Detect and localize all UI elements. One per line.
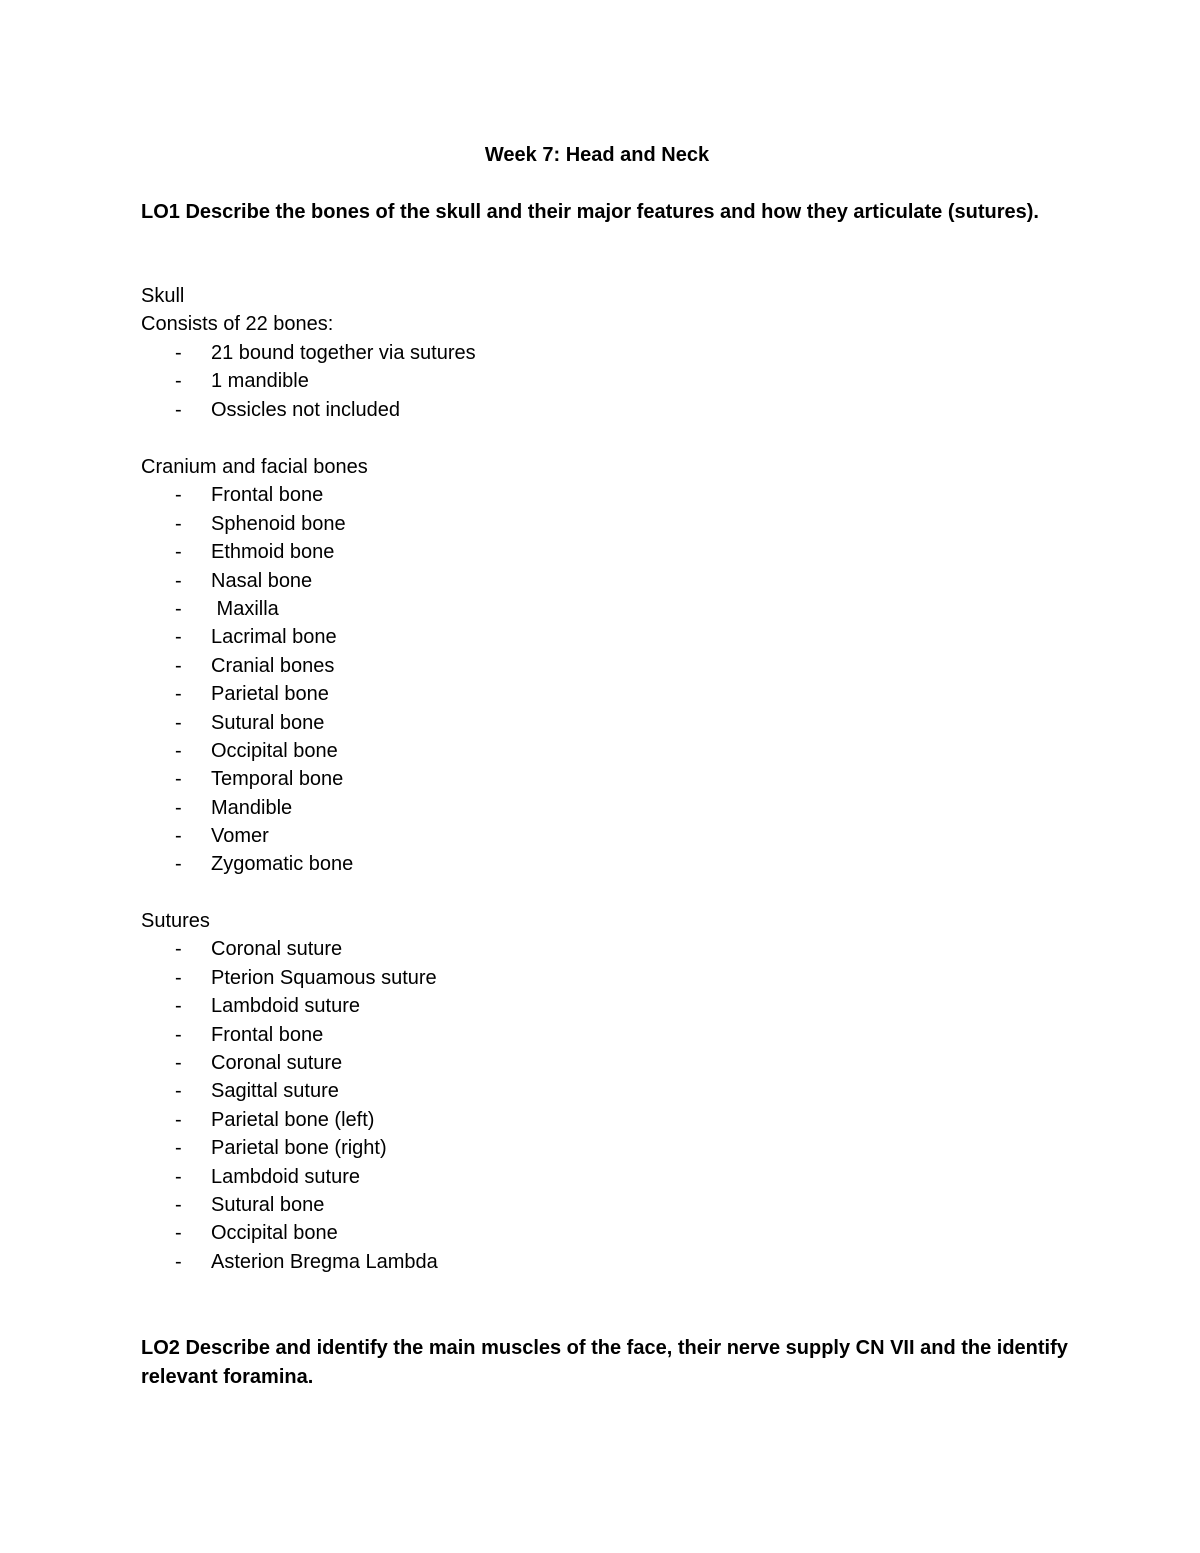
sutures-section: [141, 907, 1041, 1276]
list-item: [141, 1219, 1041, 1247]
list-item: [141, 652, 1041, 680]
list-item: [141, 510, 1041, 538]
list-item: [141, 1077, 1041, 1105]
dash-bullet: -: [175, 938, 182, 961]
cranium-heading: Cranium and facial bones: [141, 456, 368, 478]
cranium-list: [141, 481, 1041, 878]
list-item-text: Occipital bone: [211, 1222, 338, 1245]
list-item-text: Zygomatic bone: [211, 853, 354, 876]
list-item-text: Cranial bones: [211, 654, 335, 677]
dash-bullet: -: [175, 626, 182, 649]
list-item-text: Lambdoid suture: [211, 995, 360, 1018]
skull-list: [141, 339, 1041, 424]
learning-objective-2: LO2 Describe and identify the main muscles of the face, their nerve supply CN VII and the identify relevant foramina.: [141, 1337, 1068, 1388]
list-item: [141, 709, 1041, 737]
dash-bullet: -: [175, 597, 182, 620]
dash-bullet: -: [175, 1165, 182, 1188]
list-item: [141, 1248, 1041, 1276]
dash-bullet: -: [175, 1137, 182, 1160]
dash-bullet: -: [175, 484, 182, 507]
list-item-text: Lacrimal bone: [211, 626, 337, 649]
list-item-text: Ethmoid bone: [211, 541, 335, 564]
list-item-text: Coronal suture: [211, 1051, 343, 1074]
dash-bullet: -: [175, 1051, 182, 1074]
list-item: [141, 1021, 1041, 1049]
list-item-text: Sutural bone: [211, 1193, 325, 1216]
list-item: [141, 1163, 1041, 1191]
list-item: [141, 396, 1041, 424]
dash-bullet: -: [175, 1250, 182, 1273]
list-item-text: Pterion Squamous suture: [211, 966, 437, 989]
list-item: [141, 567, 1041, 595]
dash-bullet: -: [175, 825, 182, 848]
list-item-text: Temporal bone: [211, 768, 344, 791]
list-item-text: Lambdoid suture: [211, 1165, 360, 1188]
list-item: [141, 595, 1041, 623]
list-item-text: Parietal bone: [211, 683, 329, 706]
dash-bullet: -: [175, 739, 182, 762]
list-item: [141, 339, 1041, 367]
list-item-text: 21 bound together via sutures: [211, 341, 476, 364]
dash-bullet: -: [175, 512, 182, 535]
list-item: [141, 1049, 1041, 1077]
dash-bullet: -: [175, 1193, 182, 1216]
dash-bullet: -: [175, 1108, 182, 1131]
list-item-text: 1 mandible: [211, 370, 309, 393]
list-item-text: Vomer: [211, 825, 269, 848]
list-item: [141, 992, 1041, 1020]
list-item-text: Maxilla: [211, 597, 279, 620]
dash-bullet: -: [175, 654, 182, 677]
list-item: [141, 794, 1041, 822]
learning-objective-1: LO1 Describe the bones of the skull and their major features and how they articulate (sutures).: [141, 201, 1039, 223]
list-item-text: Occipital bone: [211, 739, 338, 762]
list-item: [141, 367, 1041, 395]
list-item-text: Ossicles not included: [211, 398, 400, 421]
list-item-text: Frontal bone: [211, 1023, 324, 1046]
dash-bullet: -: [175, 711, 182, 734]
dash-bullet: -: [175, 1080, 182, 1103]
list-item-text: Parietal bone (right): [211, 1137, 387, 1160]
list-item-text: Asterion Bregma Lambda: [211, 1250, 438, 1273]
dash-bullet: -: [175, 1023, 182, 1046]
list-item: [141, 765, 1041, 793]
list-item: [141, 737, 1041, 765]
list-item-text: Frontal bone: [211, 484, 324, 507]
list-item: [141, 1106, 1041, 1134]
list-item-text: Sagittal suture: [211, 1080, 339, 1103]
list-item-text: Nasal bone: [211, 569, 313, 592]
list-item: [141, 481, 1041, 509]
cranium-section: [141, 453, 1041, 879]
list-item-text: Mandible: [211, 796, 293, 819]
list-item: [141, 623, 1041, 651]
list-item: [141, 538, 1041, 566]
dash-bullet: -: [175, 796, 182, 819]
list-item-text: Coronal suture: [211, 938, 343, 961]
list-item: [141, 964, 1041, 992]
sutures-list: [141, 935, 1041, 1276]
list-item: [141, 822, 1041, 850]
dash-bullet: -: [175, 683, 182, 706]
dash-bullet: -: [175, 370, 182, 393]
dash-bullet: -: [175, 569, 182, 592]
list-item-text: Sutural bone: [211, 711, 325, 734]
skull-section: [141, 282, 1041, 424]
page-title: Week 7: Head and Neck: [484, 144, 710, 166]
list-item: [141, 680, 1041, 708]
dash-bullet: -: [175, 541, 182, 564]
dash-bullet: -: [175, 966, 182, 989]
sutures-heading: Sutures: [141, 910, 210, 932]
list-item-text: Sphenoid bone: [211, 512, 346, 535]
dash-bullet: -: [175, 995, 182, 1018]
list-item: [141, 935, 1041, 963]
skull-heading: Skull: [141, 285, 185, 307]
dash-bullet: -: [175, 341, 182, 364]
dash-bullet: -: [175, 768, 182, 791]
list-item: [141, 1191, 1041, 1219]
list-item: [141, 850, 1041, 878]
skull-subheading: Consists of 22 bones:: [141, 313, 334, 336]
dash-bullet: -: [175, 1222, 182, 1245]
dash-bullet: -: [175, 853, 182, 876]
list-item: [141, 1134, 1041, 1162]
list-item-text: Parietal bone (left): [211, 1108, 375, 1131]
dash-bullet: -: [175, 398, 182, 421]
